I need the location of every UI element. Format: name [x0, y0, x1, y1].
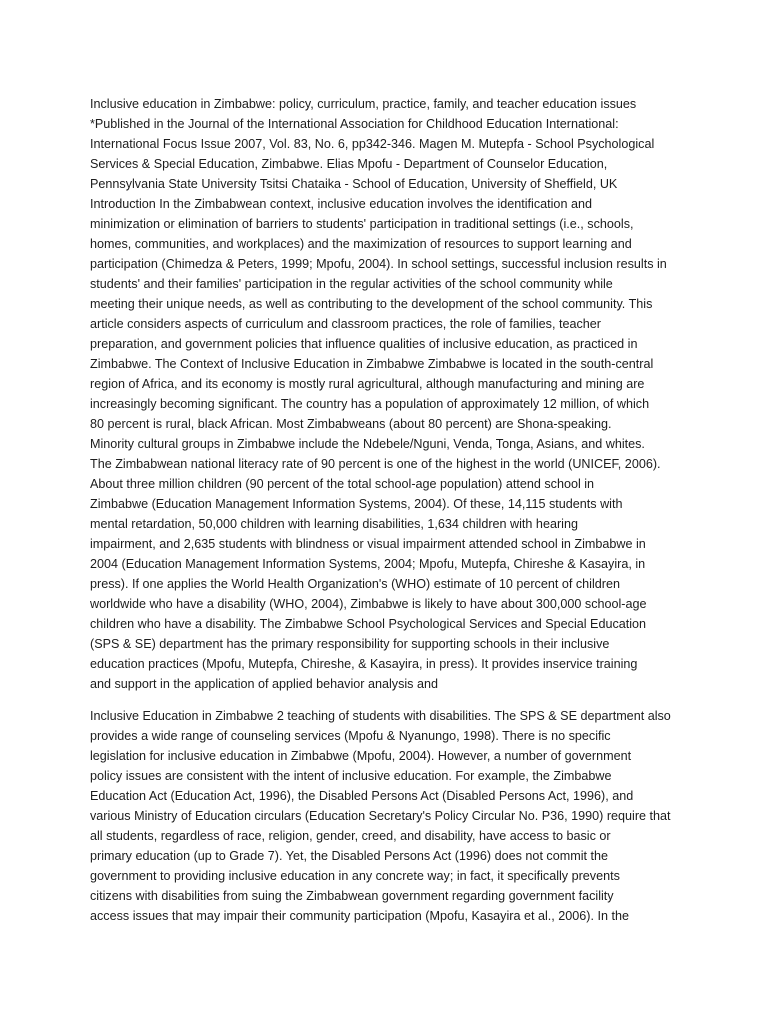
paragraph-2 [90, 706, 682, 926]
text-line: Introduction In the Zimbabwean context, inclusive education involves the identification and [90, 197, 592, 211]
text-line: *Published in the Journal of the International Association for Childhood Education International: [90, 117, 619, 131]
text-line: Inclusive Education in Zimbabwe 2 teaching of students with disabilities. The SPS & SE department also [90, 709, 671, 723]
text-line: 80 percent is rural, black African. Most Zimbabweans (about 80 percent) are Shona-speaking. [90, 417, 612, 431]
text-line: citizens with disabilities from suing the Zimbabwean government regarding government facility [90, 889, 614, 903]
paragraph-1 [90, 94, 682, 694]
text-line: Pennsylvania State University Tsitsi Chataika - School of Education, University of Sheffield, UK [90, 177, 618, 191]
text-line: impairment, and 2,635 students with blindness or visual impairment attended school in Zimbabwe in [90, 537, 646, 551]
text-line: Services & Special Education, Zimbabwe. Elias Mpofu - Department of Counselor Education, [90, 157, 608, 171]
text-line: government to providing inclusive education in any concrete way; in fact, it specifically prevents [90, 869, 620, 883]
text-line: various Ministry of Education circulars (Education Secretary's Policy Circular No. P36, 1990) require that [90, 809, 671, 823]
text-line: The Zimbabwean national literacy rate of 90 percent is one of the highest in the world (UNICEF, 2006). [90, 457, 661, 471]
text-line: access issues that may impair their community participation (Mpofu, Kasayira et al., 2006). In the [90, 909, 629, 923]
text-line: students' and their families' participation in the regular activities of the school community while [90, 277, 613, 291]
text-line: (SPS & SE) department has the primary responsibility for supporting schools in their inclusive [90, 637, 610, 651]
text-line: policy issues are consistent with the intent of inclusive education. For example, the Zimbabwe [90, 769, 612, 783]
text-line: region of Africa, and its economy is mostly rural agricultural, although manufacturing and mining are [90, 377, 645, 391]
text-line: children who have a disability. The Zimbabwe School Psychological Services and Special Education [90, 617, 647, 631]
text-line: mental retardation, 50,000 children with learning disabilities, 1,634 children with hearing [90, 517, 578, 531]
text-line: Inclusive education in Zimbabwe: policy, curriculum, practice, family, and teacher education issues [90, 97, 637, 111]
text-line: minimization or elimination of barriers to students' participation in traditional settings (i.e., schools, [90, 217, 634, 231]
text-line: participation (Chimedza & Peters, 1999; Mpofu, 2004). In school settings, successful inclusion results in [90, 257, 667, 271]
text-line: worldwide who have a disability (WHO, 2004), Zimbabwe is likely to have about 300,000 school-age [90, 597, 647, 611]
text-line: and support in the application of applied behavior analysis and [90, 677, 438, 691]
text-line: increasingly becoming significant. The country has a population of approximately 12 million, of which [90, 397, 650, 411]
text-line: Education Act (Education Act, 1996), the Disabled Persons Act (Disabled Persons Act, 1996), and [90, 789, 634, 803]
text-line: meeting their unique needs, as well as contributing to the development of the school community. This [90, 297, 653, 311]
text-line: press). If one applies the World Health Organization's (WHO) estimate of 10 percent of children [90, 577, 620, 591]
text-line: education practices (Mpofu, Mutepfa, Chireshe, & Kasayira, in press). It provides inservice training [90, 657, 638, 671]
text-line: provides a wide range of counseling services (Mpofu & Nyanungo, 1998). There is no specific [90, 729, 611, 743]
text-line: About three million children (90 percent of the total school-age population) attend school in [90, 477, 595, 491]
text-line: 2004 (Education Management Information Systems, 2004; Mpofu, Mutepfa, Chireshe & Kasayira, in [90, 557, 646, 571]
text-line: legislation for inclusive education in Zimbabwe (Mpofu, 2004). However, a number of government [90, 749, 632, 763]
text-line: article considers aspects of curriculum and classroom practices, the role of families, teacher [90, 317, 601, 331]
text-line: all students, regardless of race, religion, gender, creed, and disability, have access to basic or [90, 829, 611, 843]
text-line: Zimbabwe. The Context of Inclusive Education in Zimbabwe Zimbabwe is located in the south-central [90, 357, 654, 371]
text-line: preparation, and government policies that influence qualities of inclusive education, as practiced in [90, 337, 638, 351]
text-line: homes, communities, and workplaces) and the maximization of resources to support learning and [90, 237, 632, 251]
text-line: Minority cultural groups in Zimbabwe include the Ndebele/Nguni, Venda, Tonga, Asians, and whites. [90, 437, 645, 451]
text-line: primary education (up to Grade 7). Yet, the Disabled Persons Act (1996) does not commit the [90, 849, 609, 863]
text-line: International Focus Issue 2007, Vol. 83, No. 6, pp342-346. Magen M. Mutepfa - School Psychological [90, 137, 655, 151]
text-line: Zimbabwe (Education Management Information Systems, 2004). Of these, 14,115 students with [90, 497, 623, 511]
